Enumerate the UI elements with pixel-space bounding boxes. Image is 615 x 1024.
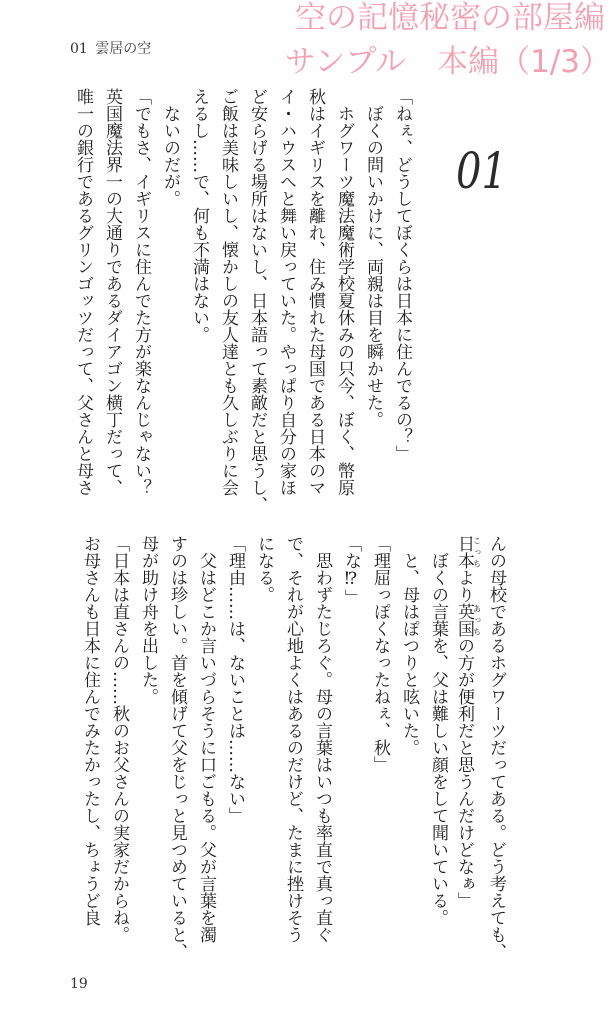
text-column: お母さんも日本に住んでみたかったし、ちょうど良 <box>80 535 100 926</box>
running-head: 01 雲居の空 <box>70 41 152 57</box>
ruby-text: あっち <box>472 603 482 637</box>
text-column: ど安らげる場所はないし、日本語って素敵だと思うし、 <box>247 88 267 513</box>
text-column: 母が助け舟を出した。 <box>138 535 158 705</box>
text-run: より <box>454 569 474 603</box>
ruby-text: こっち <box>472 535 482 569</box>
text-column: イ・ハウスへと舞い戻っていた。やっぱり自分の家ほ <box>276 88 296 496</box>
text-column: 父はどこか言いづらそうに口ごもる。父が言葉を濁 <box>196 552 216 943</box>
page-number: 19 <box>70 976 88 992</box>
text-column: 「理由……は、ないことは……ない」 <box>225 535 245 824</box>
text-column: と、母はぽつりと呟いた。 <box>399 552 419 756</box>
chapter-number: 01 <box>456 142 507 200</box>
text-column: ぼくの問いかけに、両親は目を瞬かせた。 <box>363 105 383 428</box>
text-column-with-ruby <box>452 535 481 975</box>
text-column: んの母校であるホグワーツだってある。どう考えても、 <box>486 535 506 960</box>
text-column: 唯一の銀行であるグリンゴッツだって、父さんと母さ <box>73 88 93 496</box>
text-block-upper <box>68 88 416 528</box>
text-column: えるし……で、何も不満はない。 <box>189 88 209 343</box>
ruby-annotation <box>454 603 482 637</box>
text-column: 「理屈っぽくなったねぇ、秋」 <box>370 535 390 773</box>
watermark-subtitle: サンプル 本編（1/3） <box>284 44 611 80</box>
text-column: 思わずたじろぐ。母の言葉はいつも率直で真っ直ぐ <box>312 552 332 943</box>
text-column: 英国魔法界一の大通りであるダイアゴン横丁だって、 <box>102 88 122 496</box>
text-column: 「日本は直さんの……秋のお父さんの実家だからね。 <box>109 535 129 943</box>
text-column: すのは珍しい。首を傾げて父をじっと見つめていると、 <box>167 535 187 960</box>
text-run: の方が便利だと思うんだけどなぁ」 <box>454 637 474 909</box>
watermark-title: 空の記憶秘密の部屋編 <box>295 0 605 36</box>
text-column: 「な⁉」 <box>341 535 361 606</box>
text-block-lower <box>75 535 510 975</box>
text-column: 秋はイギリスを離れ、住み慣れた母国である日本のマ <box>305 88 325 496</box>
text-column: ぼくの言葉を、父は難しい顔をして聞いている。 <box>428 552 448 926</box>
ruby-base: 日本 <box>454 535 474 569</box>
ruby-annotation <box>454 535 482 569</box>
text-column: ないのだが。 <box>160 105 180 207</box>
text-column: ご飯は美味しいし、懐かしの友人達とも久しぶりに会 <box>218 88 238 496</box>
text-column: で、それが心地よくはあるのだけど、たまに挫けそう <box>283 535 303 943</box>
text-column: 「ねぇ、どうしてぼくらは日本に住んでるの？」 <box>392 88 412 462</box>
text-column: になる。 <box>254 535 274 603</box>
ruby-base: 英国 <box>454 603 474 637</box>
text-column: ホグワーツ魔法魔術学校夏休みの只今、ぼく、幣原 <box>334 105 354 496</box>
text-column: 「でもさ、イギリスに住んでた方が楽なんじゃない？ <box>131 88 151 496</box>
